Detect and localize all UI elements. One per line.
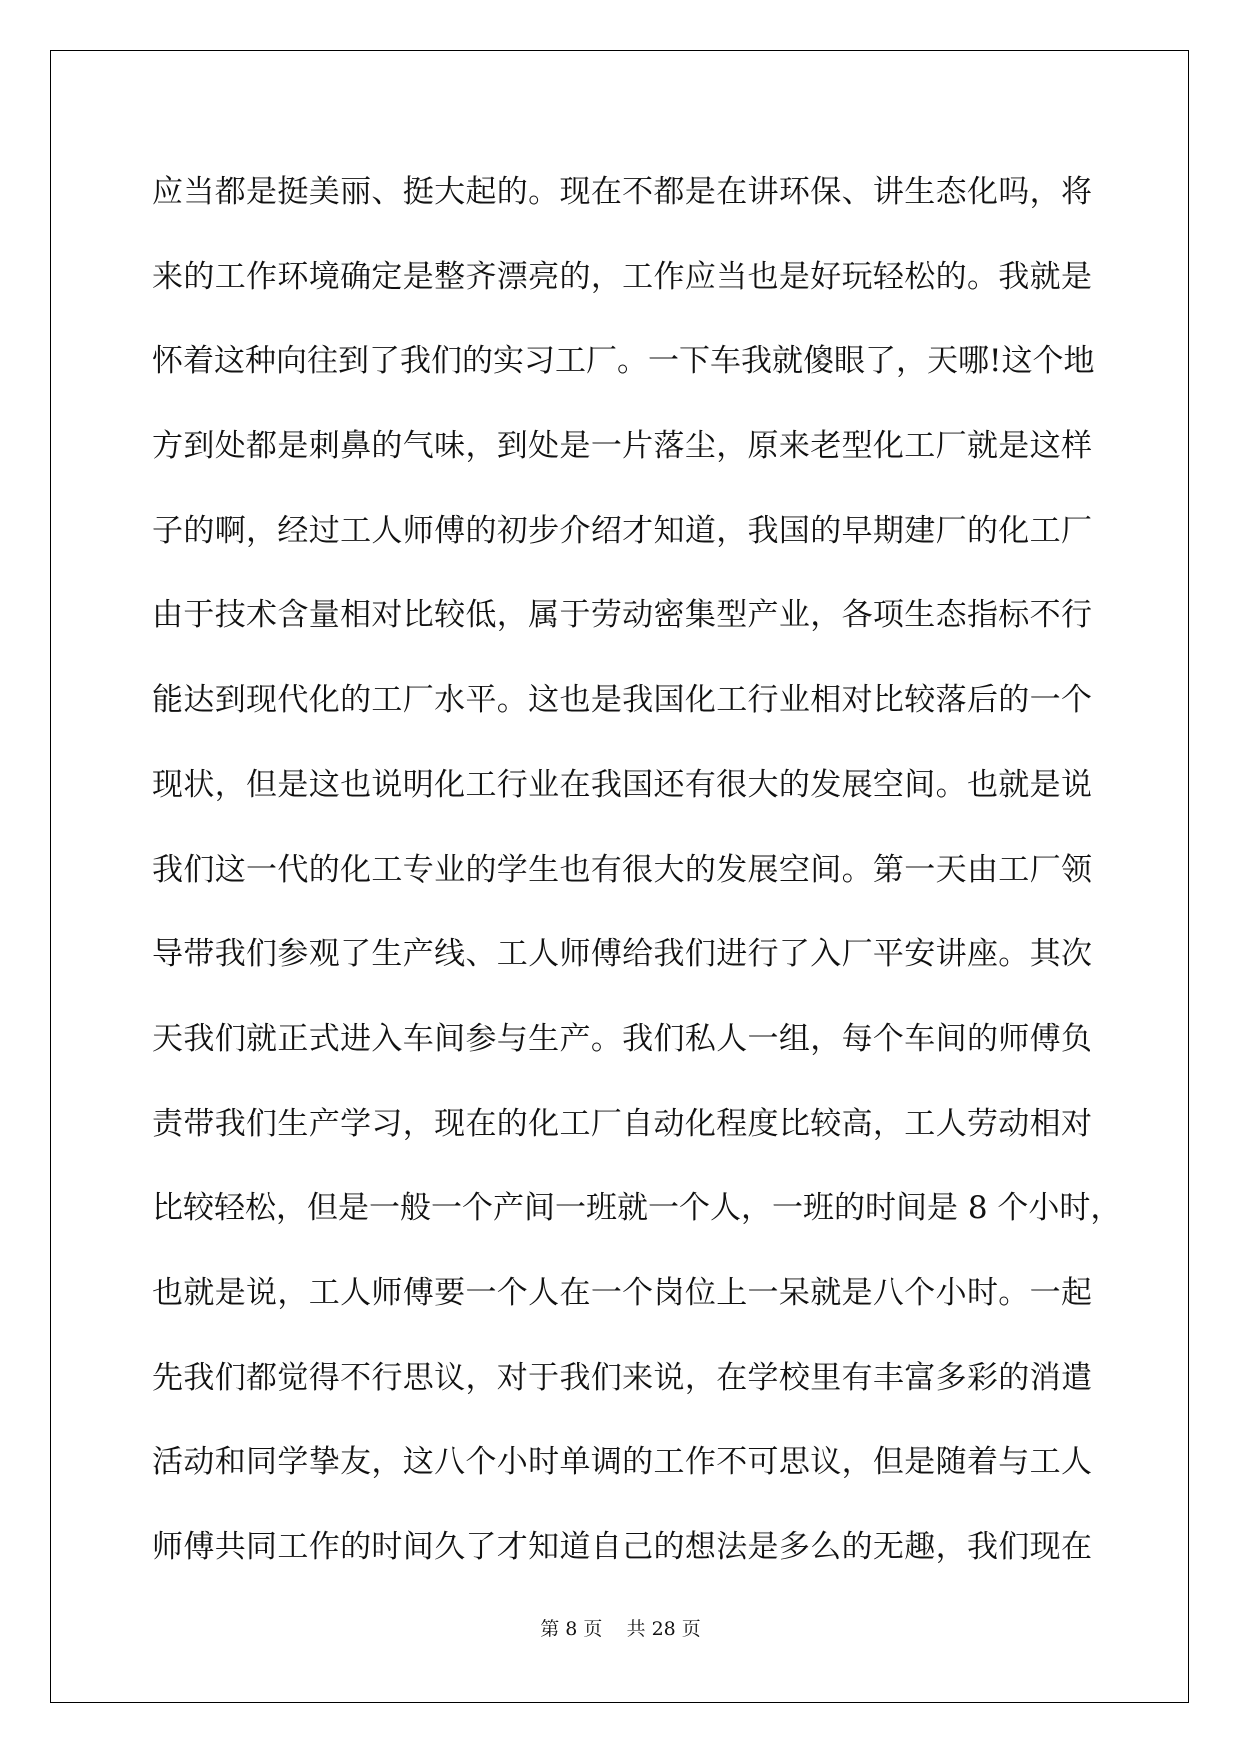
text-line: 能达到现代化的工厂水平。这也是我国化工行业相对比较落后的一个 <box>152 682 1092 719</box>
text-line: 我们这一代的化工专业的学生也有很大的发展空间。第一天由工厂领 <box>152 851 1092 888</box>
text-line: 也就是说，工人师傅要一个人在一个岗位上一呆就是八个小时。一起 <box>152 1274 1092 1311</box>
text-line: 现状，但是这也说明化工行业在我国还有很大的发展空间。也就是说 <box>152 766 1092 803</box>
text-line: 导带我们参观了生产线、工人师傅给我们进行了入厂平安讲座。其次 <box>152 936 1092 973</box>
text-line: 活动和同学挚友，这八个小时单调的工作不可思议，但是随着与工人 <box>152 1444 1092 1481</box>
page-number: 第 8 页 <box>540 1618 603 1640</box>
text-line: 方到处都是刺鼻的气味，到处是一片落尘，原来老型化工厂就是这样 <box>152 428 1092 465</box>
text-line: 天我们就正式进入车间参与生产。我们私人一组，每个车间的师傅负 <box>152 1020 1092 1057</box>
text-line: 责带我们生产学习，现在的化工厂自动化程度比较高，工人劳动相对 <box>152 1105 1092 1142</box>
text-line: 比较轻松，但是一般一个产间一班就一个人，一班的时间是 8 个小时， <box>152 1190 1122 1227</box>
text-line: 应当都是挺美丽、挺大起的。现在不都是在讲环保、讲生态化吗，将 <box>152 174 1092 210</box>
text-line: 来的工作环境确定是整齐漂亮的，工作应当也是好玩轻松的。我就是 <box>152 258 1092 295</box>
page-footer <box>0 1614 1241 1641</box>
text-line: 先我们都觉得不行思议，对于我们来说，在学校里有丰富多彩的消遣 <box>152 1359 1092 1396</box>
text-line: 子的啊，经过工人师傅的初步介绍才知道，我国的早期建厂的化工厂 <box>152 512 1092 549</box>
text-line: 怀着这种向往到了我们的实习工厂。一下车我就傻眼了，天哪!这个地 <box>152 343 1095 380</box>
text-line: 由于技术含量相对比较低，属于劳动密集型产业，各项生态指标不行 <box>152 597 1092 634</box>
document-body <box>152 162 1122 1602</box>
page-total: 共 28 页 <box>626 1618 701 1640</box>
text-line: 师傅共同工作的时间久了才知道自己的想法是多么的无趣，我们现在 <box>152 1529 1092 1565</box>
